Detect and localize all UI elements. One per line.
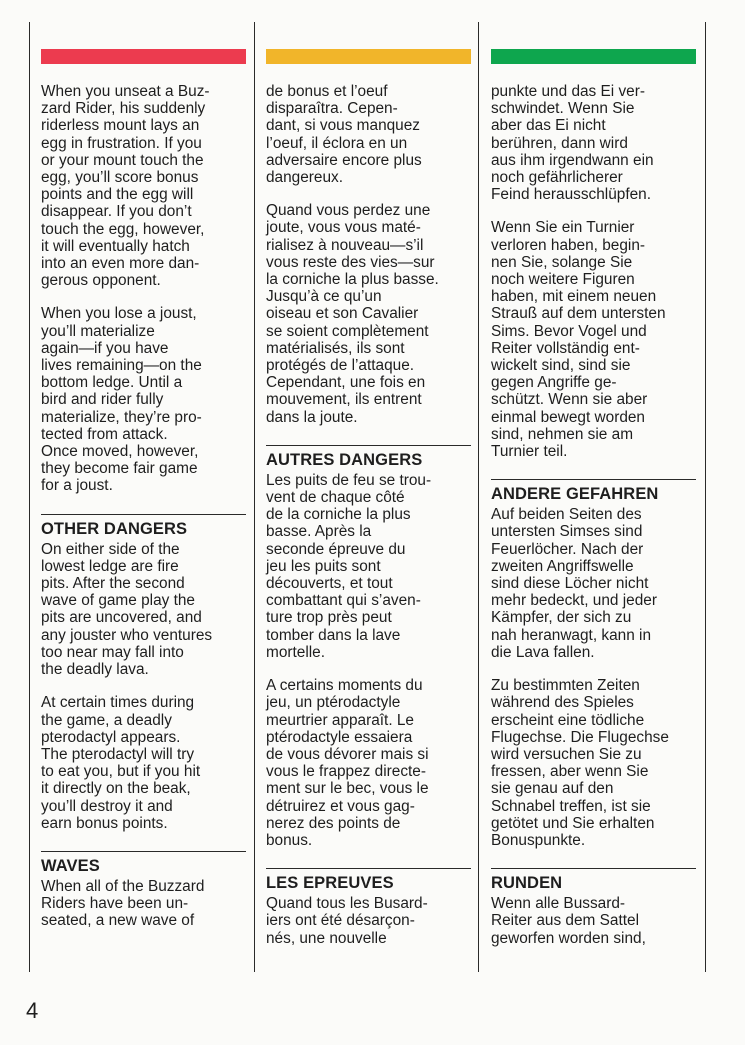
text-line: again—if you have [41,339,169,357]
text-line: ment sur le bec, vous le [266,780,429,798]
text-line: Reiter vollständig ent- [491,339,640,357]
section-heading-autres-dangers: AUTRES DANGERS [266,450,423,469]
text-line: gerous opponent. [41,272,161,290]
body-paragraph [491,219,696,460]
section-heading-runden: RUNDEN [491,874,563,893]
text-line: Riders have been un- [41,895,189,913]
section-heading-waves: WAVES [41,856,100,875]
text-line: points and the egg will [41,186,194,204]
body-paragraph [41,305,246,494]
text-line: basse. Après la [266,523,372,541]
text-line: gegen Angriffe ge- [491,374,617,392]
column-divider [29,22,30,972]
text-line: The pterodactyl will try [41,745,195,763]
text-line: Kämpfer, der sich zu [491,609,632,627]
text-line: or your mount touch the [41,151,204,169]
text-line: la corniche la plus basse. [266,271,439,289]
text-line: se soient complètement [266,322,429,340]
text-line: Turnier teil. [491,443,568,461]
text-line: schützt. Wenn sie aber [491,391,648,409]
text-line: they become fair game [41,460,198,478]
text-line: noch weitere Figuren [491,271,635,289]
text-line: pits. After the second [41,575,185,593]
text-line: nen Sie, solange Sie [491,253,633,271]
text-line: die Lava fallen. [491,643,595,661]
german-column [491,49,696,947]
text-line: Les puits de feu se trou- [266,471,432,489]
section-heading-andere-gefahren: ANDERE GEFAHREN [491,485,659,504]
text-line: combattant qui s’aven- [266,592,421,610]
text-line: Once moved, however, [41,443,199,461]
text-line: touch the egg, however, [41,220,205,238]
text-line: you’ll materialize [41,322,155,340]
text-line: it directly on the beak, [41,780,191,798]
text-line: egg, you’ll score bonus [41,169,199,187]
text-line: getötet und Sie erhalten [491,814,655,832]
text-line: On either side of the [41,540,180,558]
text-line: zweiten Angriffswelle [491,557,634,575]
body-paragraph [41,83,246,289]
text-line: de vous dévorer mais si [266,745,429,763]
text-line: into an even more dan- [41,255,200,273]
text-line: ptérodactyle essaiera [266,728,413,746]
text-line: lowest ledge are fire [41,557,179,575]
text-line: disparaîtra. Cepen- [266,100,398,118]
text-line: too near may fall into [41,643,184,661]
text-line: the deadly lava. [41,661,149,679]
body-paragraph [41,694,246,832]
text-line: détruirez et vous gag- [266,797,415,815]
text-line: fressen, aber wenn Sie [491,763,649,781]
text-line: dant, si vous manquez [266,117,420,135]
english-column [41,49,246,930]
text-line: zard Rider, his suddenly [41,100,206,118]
text-line: Quand vous perdez une [266,202,431,220]
text-line: joute, vous vous maté- [266,219,421,237]
page-number: 4 [26,998,39,1023]
text-line: for a joust. [41,477,113,495]
text-line: jeu, un ptérodactyle [266,694,401,712]
section-heading-les-epreuves: LES EPREUVES [266,874,394,893]
text-line: Cependant, une fois en [266,374,426,392]
text-line: When you lose a joust, [41,305,197,323]
text-line: nah heranwagt, kann in [491,626,652,644]
text-line: Flugechse. Die Flugechse [491,728,669,746]
text-line: Reiter aus dem Sattel [491,912,639,930]
text-line: bird and rider fully [41,391,164,409]
text-line: Schnabel treffen, ist sie [491,797,651,815]
text-line: tected from attack. [41,425,168,443]
text-line: einmal bewegt worden [491,408,645,426]
text-line: nés, une nouvelle [266,929,387,947]
body-paragraph [41,878,246,930]
text-line: Sims. Bevor Vogel und [491,322,647,340]
text-line: When you unseat a Buz- [41,83,210,100]
text-line: the game, a deadly [41,711,172,729]
text-line: sind, nehmen sie am [491,425,634,443]
text-line: bottom ledge. Until a [41,374,183,392]
body-paragraph [491,895,696,947]
body-paragraph [266,202,471,426]
text-line: meurtrier apparaît. Le [266,711,414,729]
text-line: sind diese Löcher nicht [491,575,649,593]
text-line: Wenn Sie ein Turnier [491,219,635,237]
body-paragraph [266,895,471,947]
text-line: schwindet. Wenn Sie [491,100,635,118]
text-line: adversaire encore plus [266,151,422,169]
text-line: riderless mount lays an [41,117,200,135]
text-line: pits are uncovered, and [41,609,202,627]
text-line: Jusqu’à ce qu’un [266,288,382,306]
text-line: matérialisés, ils sont [266,339,405,357]
text-line: iers ont été désarçon- [266,912,415,930]
text-line: protégés de l’attaque. [266,357,415,375]
french-column [266,49,471,947]
text-line: punkte und das Ei ver- [491,83,645,100]
text-line: de la corniche la plus [266,506,411,524]
text-line: Zu bestimmten Zeiten [491,677,640,695]
text-line: oiseau et son Cavalier [266,305,419,323]
text-line: mortelle. [266,643,326,661]
text-line: Feind herausschlüpfen. [491,186,651,204]
text-line: you’ll destroy it and [41,797,173,815]
text-line: aber das Ei nicht [491,117,606,135]
body-paragraph [491,83,696,203]
body-paragraph [266,83,471,186]
text-line: haben, mit einem neuen [491,288,657,306]
text-line: mouvement, ils entrent [266,391,422,409]
text-line: At certain times during [41,694,195,712]
text-line: dans la joute. [266,408,358,426]
text-line: it will eventually hatch [41,237,190,255]
column-divider [478,22,479,972]
text-line: Bonuspunkte. [491,831,586,849]
green-color-bar [491,49,696,64]
text-line: to eat you, but if you hit [41,763,201,781]
text-line: egg in frustration. If you [41,134,202,152]
text-line: any jouster who ventures [41,626,213,644]
body-paragraph [491,677,696,849]
section-heading-other-dangers: OTHER DANGERS [41,519,188,538]
text-line: erscheint eine tödliche [491,711,645,729]
text-line: When all of the Buzzard [41,877,205,895]
text-line: seconde épreuve du [266,540,406,558]
text-line: Wenn alle Bussard- [491,895,626,913]
text-line: Quand tous les Busard- [266,895,428,913]
text-line: Auf beiden Seiten des [491,506,642,524]
text-line: geworfen worden sind, [491,929,646,947]
red-color-bar [41,49,246,64]
body-paragraph [41,541,246,679]
body-paragraph [266,677,471,849]
text-line: pterodactyl appears. [41,728,181,746]
text-line: disappear. If you don’t [41,203,192,221]
text-line: rialisez à nouveau—s’il [266,236,424,254]
text-line: nerez des points de [266,814,401,832]
yellow-color-bar [266,49,471,64]
text-line: earn bonus points. [41,814,168,832]
text-line: l’oeuf, il éclora en un [266,134,408,152]
text-line: während des Spieles [491,694,634,712]
text-line: sie genau auf den [491,780,614,798]
text-line: berühren, dann wird [491,134,628,152]
text-line: dangereux. [266,169,344,187]
text-line: vent de chaque côté [266,489,405,507]
text-line: untersten Simses sind [491,523,643,541]
text-line: wickelt sind, sind sie [491,357,631,375]
text-line: bonus. [266,831,313,849]
text-line: Feuerlöcher. Nach der [491,540,644,558]
text-line: tomber dans la lave [266,626,401,644]
text-line: Strauß auf dem untersten [491,305,666,323]
body-paragraph [266,472,471,661]
text-line: ture trop près peut [266,609,392,627]
text-line: vous reste des vies—sur [266,253,435,271]
text-line: materialize, they’re pro- [41,408,202,426]
column-divider [254,22,255,972]
text-line: découverts, et tout [266,575,393,593]
text-line: noch gefährlicherer [491,169,623,187]
column-divider [705,22,706,972]
text-line: de bonus et l’oeuf [266,83,388,100]
text-line: aus ihm irgendwann ein [491,151,654,169]
text-line: verloren haben, begin- [491,236,646,254]
text-line: lives remaining—on the [41,357,202,375]
text-line: seated, a new wave of [41,912,195,930]
text-line: wave of game play the [41,592,195,610]
text-line: jeu les puits sont [266,557,381,575]
text-line: wird versuchen Sie zu [491,745,642,763]
text-line: mehr bedeckt, und jeder [491,592,657,610]
body-paragraph [491,506,696,661]
text-line: vous le frappez directe- [266,763,426,781]
text-line: A certains moments du [266,677,423,695]
